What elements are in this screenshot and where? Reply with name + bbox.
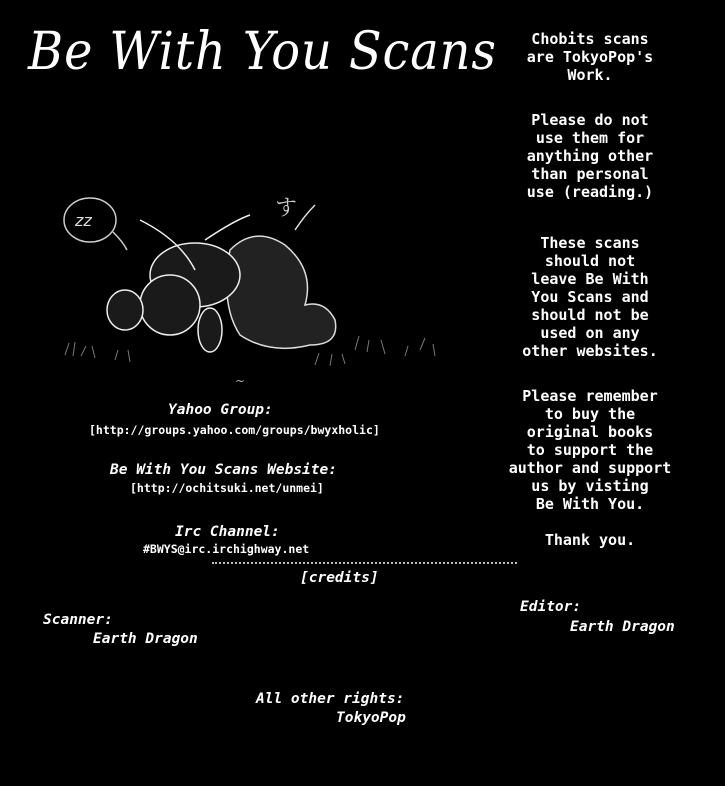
site-title: Be With You Scans	[28, 22, 497, 82]
sleeping-rabbits-illustration	[55, 180, 455, 390]
yahoo-group-label: Yahoo Group:	[168, 402, 273, 418]
notice-copyright: Chobits scans are TokyoPop's Work.	[526, 30, 654, 84]
rights-label: All other rights:	[256, 691, 405, 707]
editor-label: Editor:	[520, 599, 582, 615]
svg-text:zz: zz	[75, 211, 92, 230]
svg-text:す: す	[275, 196, 298, 221]
scanner-name: Earth Dragon	[93, 631, 198, 647]
svg-text:~: ~	[235, 374, 246, 388]
website-link[interactable]: [http://ochitsuki.net/unmei]	[130, 481, 324, 495]
notice-no-redistribution: These scans should not leave Be With You Scans and should not be used on any other websites.	[522, 234, 658, 360]
website-label: Be With You Scans Website:	[110, 462, 337, 478]
editor-name: Earth Dragon	[570, 619, 675, 635]
notice-personal-use: Please do not use them for anything other than personal use (reading.)	[526, 111, 654, 201]
divider	[212, 562, 517, 564]
yahoo-group-link[interactable]: [http://groups.yahoo.com/groups/bwyxholic]	[89, 423, 380, 437]
notice-thank-you: Thank you.	[544, 531, 636, 549]
credits-header: [credits]	[300, 570, 379, 586]
rights-name: TokyoPop	[336, 710, 406, 726]
notice-buy-books: Please remember to buy the original books to support the author and support us by visting Be With You.	[508, 387, 672, 513]
scanner-label: Scanner:	[43, 612, 113, 628]
irc-channel-label: Irc Channel:	[175, 524, 280, 540]
irc-channel-value[interactable]: #BWYS@irc.irchighway.net	[143, 542, 310, 556]
